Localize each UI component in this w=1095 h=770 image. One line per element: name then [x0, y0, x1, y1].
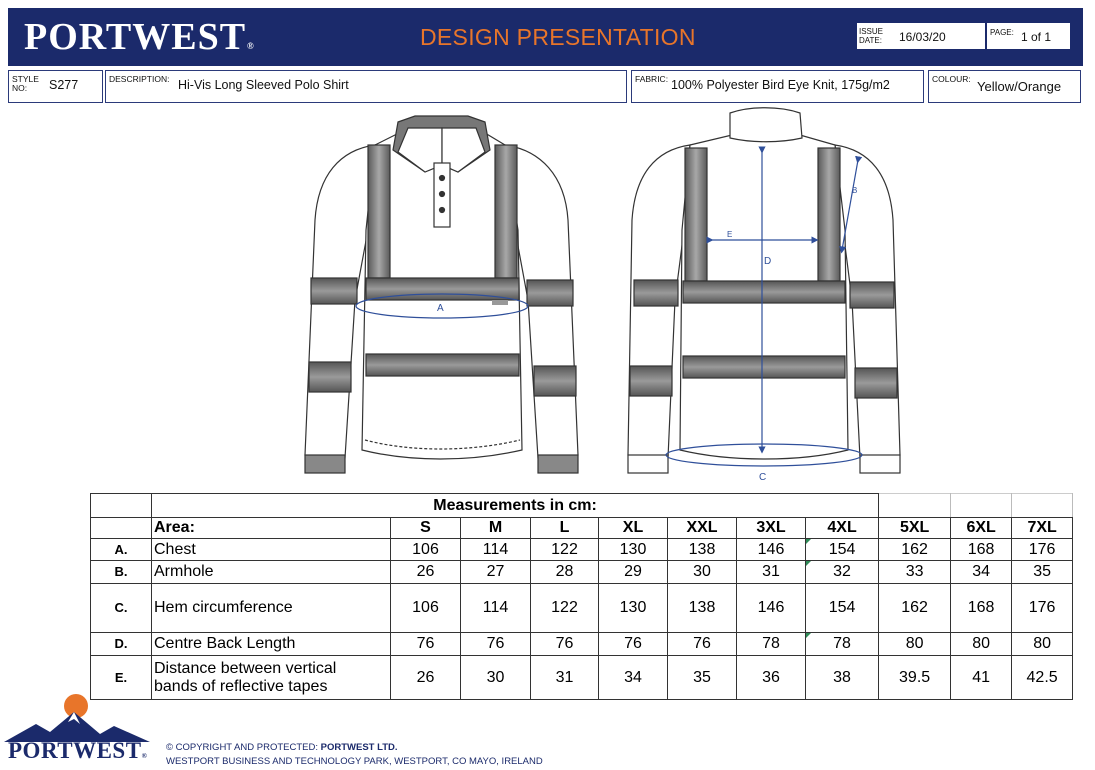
table-cell: 27 — [461, 561, 531, 584]
table-cell: 36 — [737, 656, 806, 700]
colour-label: COLOUR: — [932, 74, 971, 84]
brand-name: PORTWEST — [24, 16, 247, 58]
front-vertical-tape-left — [368, 145, 390, 278]
table-cell: 176 — [1012, 584, 1073, 633]
table-cell: 138 — [668, 539, 737, 561]
size-header: 6XL — [951, 518, 1012, 539]
table-row — [91, 561, 1073, 584]
issue-date-value: 16/03/20 — [899, 30, 946, 44]
table-row — [91, 584, 1073, 633]
table-cell: 34 — [599, 656, 668, 700]
fabric-value: 100% Polyester Bird Eye Knit, 175g/m2 — [671, 78, 890, 92]
table-cell: 32 — [806, 561, 879, 584]
footer-brand: PORTWEST® — [8, 738, 148, 763]
table-cell: 168 — [951, 539, 1012, 561]
table-cell: 41 — [951, 656, 1012, 700]
table-title: Measurements in cm: — [152, 494, 879, 518]
colour-value: Yellow/Orange — [977, 79, 1062, 94]
table-cell: 76 — [531, 633, 599, 656]
table-row — [91, 633, 1073, 656]
table-cell: 33 — [879, 561, 951, 584]
table-cell: 78 — [806, 633, 879, 656]
table-cell: 162 — [879, 584, 951, 633]
row-letter: B. — [91, 561, 152, 584]
table-cell: 80 — [1012, 633, 1073, 656]
size-header: M — [461, 518, 531, 539]
size-header: XXL — [668, 518, 737, 539]
header-bar — [8, 8, 1083, 66]
page-box — [986, 22, 1071, 50]
table-cell: 31 — [531, 656, 599, 700]
table-cell: 80 — [951, 633, 1012, 656]
description-box — [105, 70, 627, 103]
row-letter: D. — [91, 633, 152, 656]
table-cell: 162 — [879, 539, 951, 561]
table-cell: 30 — [461, 656, 531, 700]
measurements-table — [90, 493, 1073, 700]
presentation-title: DESIGN PRESENTATION — [420, 24, 696, 50]
row-area: Distance between vertical bands of reflective tapes — [152, 656, 391, 700]
fabric-box — [631, 70, 924, 103]
table-cell: 26 — [391, 561, 461, 584]
table-cell: 114 — [461, 539, 531, 561]
row-area: Chest — [152, 539, 391, 561]
table-cell: 76 — [461, 633, 531, 656]
table-cell: 114 — [461, 584, 531, 633]
row-letter: A. — [91, 539, 152, 561]
table-cell: 76 — [599, 633, 668, 656]
colour-box — [928, 70, 1081, 103]
size-header: L — [531, 518, 599, 539]
table-cell: 42.5 — [1012, 656, 1073, 700]
table-cell: 122 — [531, 539, 599, 561]
style-no-label: STYLE NO: — [12, 74, 39, 93]
table-cell: 154 — [806, 539, 879, 561]
copyright-notice: © COPYRIGHT AND PROTECTED: PORTWEST LTD. — [166, 742, 398, 753]
back-view — [628, 108, 900, 473]
table-header-row — [91, 518, 1073, 539]
area-header: Area: — [152, 518, 391, 539]
brand-logo — [24, 16, 255, 67]
table-cell: 122 — [531, 584, 599, 633]
style-no-value: S277 — [49, 78, 79, 92]
table-cell: 28 — [531, 561, 599, 584]
garment-drawings — [0, 105, 1095, 493]
table-cell: 146 — [737, 539, 806, 561]
issue-date-label-2: DATE: — [859, 36, 882, 45]
style-no-box — [8, 70, 103, 103]
row-letter: E. — [91, 656, 152, 700]
table-row — [91, 539, 1073, 561]
table-cell: 154 — [806, 584, 879, 633]
table-cell: 106 — [391, 539, 461, 561]
page-value: 1 of 1 — [1021, 30, 1052, 44]
size-header: S — [391, 518, 461, 539]
issue-date-box — [856, 22, 986, 50]
table-row — [91, 656, 1073, 700]
table-cell: 138 — [668, 584, 737, 633]
table-cell: 130 — [599, 539, 668, 561]
brand-registered-mark: ® — [247, 41, 255, 51]
size-header: 5XL — [879, 518, 951, 539]
table-title-row — [91, 494, 1073, 518]
fabric-label: FABRIC: — [635, 74, 669, 84]
table-cell: 168 — [951, 584, 1012, 633]
back-collar — [730, 108, 802, 142]
row-letter: C. — [91, 584, 152, 633]
size-header: 4XL — [806, 518, 879, 539]
table-cell: 35 — [668, 656, 737, 700]
label-b: B — [852, 186, 858, 195]
front-vertical-tape-right — [495, 145, 517, 278]
table-cell: 34 — [951, 561, 1012, 584]
table-cell: 130 — [599, 584, 668, 633]
table-cell: 76 — [391, 633, 461, 656]
label-d: D — [764, 256, 772, 267]
row-area: Centre Back Length — [152, 633, 391, 656]
company-address: WESTPORT BUSINESS AND TECHNOLOGY PARK, WESTPORT, CO MAYO, IRELAND — [166, 756, 543, 767]
table-cell: 26 — [391, 656, 461, 700]
table-cell: 106 — [391, 584, 461, 633]
description-label: DESCRIPTION: — [109, 74, 170, 84]
front-lower-tape — [366, 354, 519, 376]
row-area: Armhole — [152, 561, 391, 584]
table-cell: 80 — [879, 633, 951, 656]
table-cell: 31 — [737, 561, 806, 584]
size-header: XL — [599, 518, 668, 539]
description-value: Hi-Vis Long Sleeved Polo Shirt — [178, 78, 349, 92]
table-cell: 78 — [737, 633, 806, 656]
size-header: 7XL — [1012, 518, 1073, 539]
label-e: E — [727, 230, 733, 239]
table-cell: 76 — [668, 633, 737, 656]
table-cell: 176 — [1012, 539, 1073, 561]
table-cell: 29 — [599, 561, 668, 584]
issue-date-label-1: ISSUE — [859, 27, 884, 36]
row-area: Hem circumference — [152, 584, 391, 633]
table-cell: 38 — [806, 656, 879, 700]
table-cell: 35 — [1012, 561, 1073, 584]
table-cell: 30 — [668, 561, 737, 584]
table-cell: 146 — [737, 584, 806, 633]
page-label: PAGE: — [990, 28, 1014, 37]
size-header: 3XL — [737, 518, 806, 539]
label-c: C — [759, 472, 767, 483]
label-a: A — [437, 303, 444, 314]
table-cell: 39.5 — [879, 656, 951, 700]
